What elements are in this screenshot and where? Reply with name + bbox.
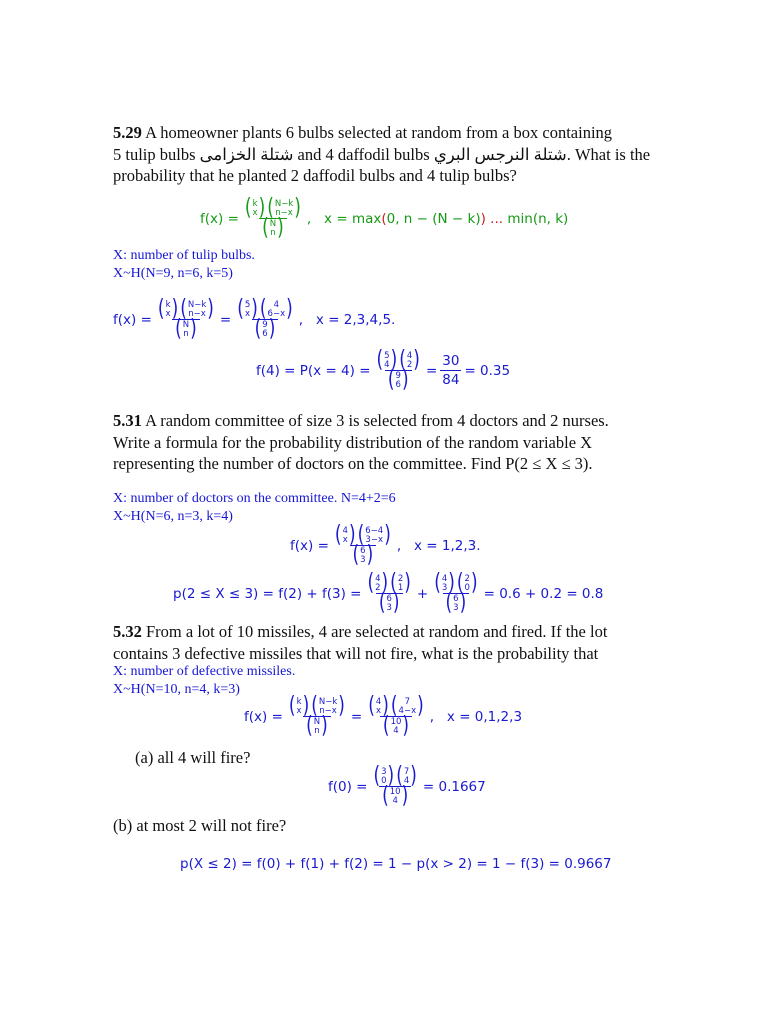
- formula-range-end: min(n, k): [507, 210, 569, 227]
- pmf-range: , x = 2,3,4,5.: [298, 311, 396, 328]
- part-b-question: (b) at most 2 will not fire?: [113, 816, 287, 835]
- calc-fraction: ( 5 4 ) ( 4 2 ) ( 9 6 ): [376, 346, 420, 394]
- problem-line: A homeowner plants 6 bulbs selected at random from a box containing: [145, 123, 613, 142]
- distribution-notation: X~H(N=9, n=6, k=5): [113, 266, 233, 281]
- calc-5-31: p(2 ≤ X ≤ 3) = f(2) + f(3) = ( 4 2 ) ( 2 1 ) ( 6 3 ) + ( 4 3 ) ( 2 0 ) ( 6 3 ) = 0.6 + 0.2 = 0.8: [173, 569, 604, 617]
- calc-result: = 0.35: [464, 362, 511, 379]
- part-a-question: (a) all 4 will fire?: [135, 748, 251, 767]
- variable-definition: X: number of doctors on the committee. N=4+2=6 X~H(N=6, n=3, k=4): [113, 491, 396, 524]
- binomial: ( 4 6−x ): [259, 295, 293, 323]
- equals: =: [219, 311, 232, 328]
- formula-range: , x = max: [306, 210, 382, 227]
- problem-5-31-text: 5.31 A random committee of size 3 is selected from 4 doctors and 2 nurses. Write a formula for the probability distribution of the random variable X representing the number of doctors on the committee. Find P(2 ≤ X ≤ 3).: [113, 411, 609, 473]
- problem-5-29-text: [113, 122, 653, 187]
- pmf-5-29: [113, 295, 396, 343]
- pmf-fraction: ( 4 x ) ( 6−4 3−x ) ( 6 3 ): [334, 521, 391, 569]
- pmf-fraction: [234, 295, 296, 343]
- simple-fraction: $\frac{30}{84}$: [442, 353, 460, 388]
- calc-lhs: f(4) = P(x = 4) =: [256, 362, 371, 379]
- problem-number: 5.29: [113, 123, 142, 142]
- paren-close: ): [480, 210, 486, 227]
- pmf-lhs: f(x) =: [113, 311, 152, 328]
- hypergeometric-formula: [200, 194, 569, 242]
- binomial: ( N−k n−x ): [267, 194, 301, 222]
- pmf-fraction: [155, 295, 217, 343]
- variable-definition: X: number of tulip bulbs. X~H(N=9, n=6, k=5): [113, 248, 255, 281]
- ellipsis: ...: [485, 210, 508, 227]
- problem-line: 5 tulip bulbs شتلة الخزامى and 4 daffodil bulbs شتلة النرجس البري. What is the: [113, 144, 651, 164]
- calc-5-29: [256, 346, 511, 394]
- equals: =: [425, 362, 438, 379]
- formula-lhs: f(x) =: [200, 210, 239, 227]
- binomial: ( N n ): [262, 214, 284, 242]
- binomial: ( k x ): [157, 295, 179, 323]
- binomial: ( N−k n−x ): [180, 295, 214, 323]
- formula-fraction: [242, 194, 304, 242]
- variable-definition: X: number of defective missiles. X~H(N=10, n=4, k=3): [113, 664, 296, 697]
- problem-line: probability that he planted 2 daffodil bulbs and 4 tulip bulbs?: [113, 166, 517, 185]
- binomial: ( 9 6 ): [254, 315, 276, 343]
- calc-fraction: ( 3 0 ) ( 7 4 ) ( 10 4 ): [373, 762, 417, 810]
- binomial: ( k x ): [244, 194, 266, 222]
- calc-fraction: ( 4 3 ) ( 2 0 ) ( 6 3 ): [434, 569, 478, 617]
- problem-number: 5.31: [113, 411, 142, 430]
- pmf-5-32: f(x) = ( k x ) ( N−k n−x ) ( N n ) = ( 4 x ) ( 7 4−x ) ( 10 4 ) , x = 0,1,2,3: [244, 692, 523, 740]
- binomial: ( N n ): [175, 315, 197, 343]
- calc-5-32b: p(X ≤ 2) = f(0) + f(1) + f(2) = 1 − p(x > 2) = 1 − f(3) = 0.9667: [180, 856, 612, 872]
- problem-5-32-text: 5.32 From a lot of 10 missiles, 4 are selected at random and fired. If the lot contains 3 defective missiles that will not fire, what is the probability that: [113, 622, 608, 663]
- calc-fraction: ( 4 2 ) ( 2 1 ) ( 6 3 ): [367, 569, 411, 617]
- formula-range-mid: 0, n − (N − k): [386, 210, 481, 227]
- pmf-5-31: f(x) = ( 4 x ) ( 6−4 3−x ) ( 6 3 ) , x = 1,2,3.: [290, 521, 481, 569]
- binomial: ( 5 x ): [237, 295, 258, 323]
- distribution-notation: X~H(N=10, n=4, k=3): [113, 682, 240, 697]
- calc-5-32a: f(0) = ( 3 0 ) ( 7 4 ) ( 10 4 ) = 0.1667: [328, 762, 486, 810]
- distribution-notation: X~H(N=6, n=3, k=4): [113, 509, 233, 524]
- pmf-fraction: ( k x ) ( N−k n−x ) ( N n ): [288, 692, 345, 740]
- problem-number: 5.32: [113, 622, 142, 641]
- paren-open: (: [381, 210, 387, 227]
- pmf-fraction: ( 4 x ) ( 7 4−x ) ( 10 4 ): [368, 692, 424, 740]
